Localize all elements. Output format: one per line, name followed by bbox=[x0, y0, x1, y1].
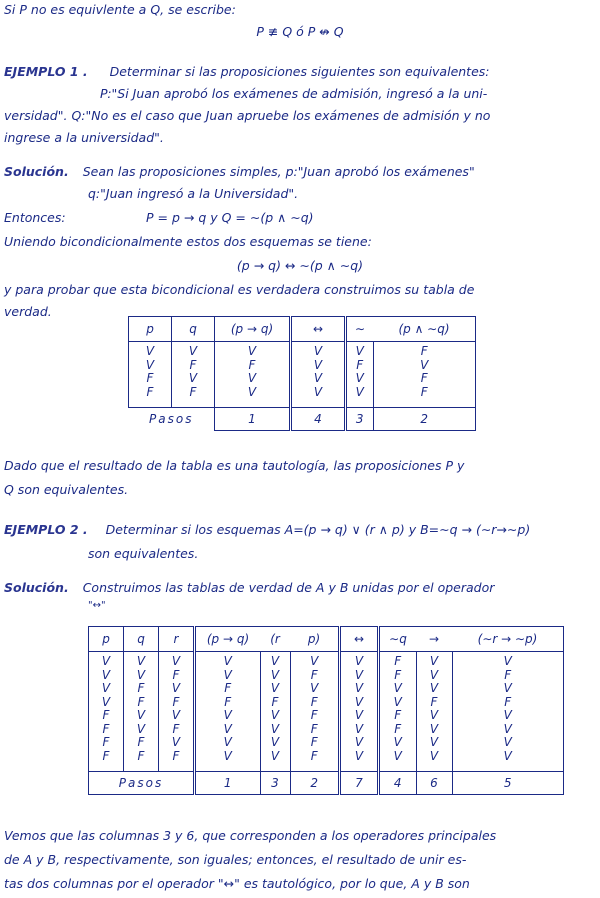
t1-header-conjunction: (p ∧ ∼q) bbox=[373, 317, 476, 342]
truth-value: V bbox=[354, 694, 364, 709]
truth-value: V bbox=[393, 735, 402, 749]
t2-pasos-label: Pasos bbox=[89, 772, 195, 795]
solution-2-text: Construimos las tablas de verdad de A y B unidas por el operador bbox=[82, 580, 495, 595]
truth-value: V bbox=[101, 654, 111, 668]
truth-value: V bbox=[270, 708, 280, 722]
t2-header-p-close: p) bbox=[290, 627, 340, 652]
t2-col-step-4 bbox=[379, 652, 417, 772]
truth-value: F bbox=[420, 344, 428, 358]
truth-value: F bbox=[504, 667, 512, 682]
solution-2-label: Solución. bbox=[4, 580, 69, 595]
truth-value: F bbox=[102, 748, 110, 763]
truth-value: V bbox=[354, 667, 364, 682]
t2-step-4: 4 bbox=[379, 772, 417, 795]
truth-value: F bbox=[172, 721, 180, 736]
t1-col-biconditional bbox=[291, 342, 346, 408]
vemos-line-2: de A y B, respectivamente, son iguales; entonces, el resultado de unir es- bbox=[4, 852, 467, 867]
truth-value: V bbox=[393, 681, 402, 695]
truth-value: V bbox=[429, 748, 439, 763]
truth-value: F bbox=[172, 694, 180, 709]
example-2-text: Determinar si los esquemas A=(p → q) ∨ (r ∧ p) y B=∼q → (∼r→∼p) bbox=[105, 522, 531, 537]
truth-value: V bbox=[136, 721, 146, 736]
t2-step-2: 2 bbox=[290, 772, 340, 795]
truth-value: V bbox=[188, 371, 198, 385]
truth-value: V bbox=[354, 681, 364, 695]
probar-line-2: verdad. bbox=[4, 304, 52, 319]
t2-col-step-6 bbox=[416, 652, 452, 772]
t2-step-6: 6 bbox=[416, 772, 452, 795]
truth-value: F bbox=[310, 667, 318, 682]
t2-step-3: 3 bbox=[260, 772, 290, 795]
truth-value: F bbox=[146, 384, 154, 399]
truth-value: F bbox=[137, 735, 145, 749]
truth-value: F bbox=[224, 681, 232, 695]
t2-col-step-7 bbox=[340, 652, 379, 772]
truth-value: V bbox=[313, 344, 323, 358]
truth-value: F bbox=[420, 371, 428, 385]
truth-value: V bbox=[223, 654, 232, 668]
t2-step-1: 1 bbox=[195, 772, 261, 795]
truth-value: V bbox=[420, 357, 429, 372]
solution-2-operator: "↔" bbox=[88, 600, 106, 611]
t1-header-q: q bbox=[172, 317, 215, 342]
truth-value: F bbox=[310, 748, 318, 763]
truth-value: V bbox=[223, 721, 232, 736]
t2-header-implication: (p → q) bbox=[195, 627, 261, 652]
truth-value: F bbox=[224, 694, 232, 709]
t1-header-p: p bbox=[129, 317, 172, 342]
t2-header-arrow: → bbox=[416, 627, 452, 652]
truth-value: F bbox=[394, 708, 402, 722]
truth-value: V bbox=[310, 681, 319, 695]
truth-value: V bbox=[503, 708, 512, 722]
truth-value: F bbox=[172, 748, 180, 763]
truth-value: V bbox=[354, 748, 364, 763]
vemos-line-1: Vemos que las columnas 3 y 6, que corresponden a los operadores principales bbox=[4, 828, 497, 843]
truth-value: V bbox=[355, 384, 364, 399]
truth-value: V bbox=[503, 654, 512, 668]
t2-header-p: p bbox=[89, 627, 124, 652]
conclusion-1-line-2: Q son equivalentes. bbox=[4, 482, 129, 497]
uniendo-line: Uniendo bicondicionalmente estos dos esquemas se tiene: bbox=[4, 234, 372, 249]
t2-col-step-2 bbox=[290, 652, 340, 772]
t2-col-step-1 bbox=[195, 652, 261, 772]
vemos-line-3: tas dos columnas por el operador "↔" es tautológico, por lo que, A y B son bbox=[4, 876, 470, 891]
t1-step-3: 3 bbox=[346, 408, 374, 431]
t2-header-not-q: ∼q bbox=[379, 627, 417, 652]
example-1-label: EJEMPLO 1 . bbox=[4, 64, 88, 79]
t1-col-q bbox=[172, 342, 215, 408]
truth-value: V bbox=[136, 708, 146, 722]
truth-value: F bbox=[310, 735, 318, 749]
truth-value: V bbox=[171, 735, 181, 749]
truth-value: F bbox=[172, 667, 180, 682]
truth-value: F bbox=[137, 681, 145, 695]
truth-value: F bbox=[271, 694, 279, 709]
t1-step-2: 2 bbox=[373, 408, 476, 431]
truth-value: F bbox=[420, 384, 428, 399]
truth-value: V bbox=[354, 735, 364, 749]
truth-value: V bbox=[270, 667, 280, 682]
truth-value: V bbox=[270, 681, 280, 695]
t2-step-5: 5 bbox=[452, 772, 564, 795]
t2-col-step-3 bbox=[260, 652, 290, 772]
truth-value: V bbox=[101, 667, 111, 682]
truth-value: V bbox=[313, 384, 323, 399]
truth-value: F bbox=[146, 371, 154, 385]
truth-value: F bbox=[394, 721, 402, 736]
truth-value: V bbox=[393, 694, 402, 709]
t2-col-step-5 bbox=[452, 652, 564, 772]
truth-value: F bbox=[310, 694, 318, 709]
truth-value: V bbox=[223, 748, 232, 763]
biconditional-expression: (p → q) ↔ ∼(p ∧ ∼q) bbox=[236, 258, 364, 273]
truth-value: V bbox=[313, 357, 323, 372]
truth-value: V bbox=[223, 708, 232, 722]
t1-col-negation bbox=[346, 342, 374, 408]
t2-col-q bbox=[124, 652, 159, 772]
truth-value: V bbox=[503, 681, 512, 695]
intro-line: Si P no es equivlente a Q, se escribe: bbox=[4, 2, 236, 17]
truth-value: V bbox=[429, 708, 439, 722]
truth-value: F bbox=[137, 694, 145, 709]
truth-value: V bbox=[101, 681, 111, 695]
truth-value: V bbox=[171, 681, 181, 695]
truth-value: V bbox=[247, 344, 257, 358]
not-equivalent-notation: P ≢ Q ó P ↮ Q bbox=[256, 24, 344, 39]
solution-2-line-1 bbox=[4, 580, 494, 595]
truth-value: V bbox=[313, 371, 323, 385]
t1-step-1: 1 bbox=[215, 408, 291, 431]
solution-label: Solución. bbox=[4, 164, 69, 179]
solution-1-line-2: q:"Juan ingresó a la Universidad". bbox=[88, 186, 299, 201]
truth-value: V bbox=[354, 654, 364, 668]
t1-col-implication bbox=[215, 342, 291, 408]
t1-header-implication: (p → q) bbox=[215, 317, 291, 342]
truth-value: V bbox=[429, 654, 439, 668]
truth-value: F bbox=[356, 357, 364, 372]
truth-value: V bbox=[503, 748, 512, 763]
truth-value: F bbox=[430, 694, 438, 709]
example-2-label: EJEMPLO 2 . bbox=[4, 522, 88, 537]
t1-step-4: 4 bbox=[291, 408, 346, 431]
example-1-line-1 bbox=[4, 64, 490, 79]
example-1-text: Determinar si las proposiciones siguientes son equivalentes: bbox=[109, 64, 490, 79]
t2-col-r bbox=[159, 652, 195, 772]
t2-header-r: r bbox=[159, 627, 195, 652]
truth-value: V bbox=[503, 721, 512, 736]
truth-value: V bbox=[270, 654, 280, 668]
truth-value: V bbox=[355, 344, 364, 358]
example-1-line-4: ingrese a la universidad". bbox=[4, 130, 164, 145]
truth-value: V bbox=[223, 667, 232, 682]
truth-value: F bbox=[189, 384, 197, 399]
truth-value: V bbox=[270, 748, 280, 763]
truth-value: F bbox=[102, 708, 110, 722]
truth-value: V bbox=[429, 721, 439, 736]
t2-step-7: 7 bbox=[340, 772, 379, 795]
example-2-line-2: son equivalentes. bbox=[88, 546, 199, 561]
t2-header-r-open: (r bbox=[260, 627, 290, 652]
solution-1-line-1 bbox=[4, 164, 475, 179]
truth-value: F bbox=[310, 721, 318, 736]
t2-header-q: q bbox=[124, 627, 159, 652]
truth-value: F bbox=[504, 694, 512, 709]
t1-header-negation: ∼ bbox=[346, 317, 374, 342]
entonces-label: Entonces: bbox=[4, 210, 66, 225]
truth-value: F bbox=[394, 654, 402, 668]
truth-value: F bbox=[137, 748, 145, 763]
example-2-line-1 bbox=[4, 522, 530, 537]
t2-header-biconditional: ↔ bbox=[340, 627, 379, 652]
example-1-line-2: P:"Si Juan aprobó los exámenes de admisión, ingresó a la uni- bbox=[100, 86, 488, 101]
truth-value: V bbox=[270, 721, 280, 736]
truth-value: F bbox=[310, 708, 318, 722]
truth-value: F bbox=[102, 735, 110, 749]
t1-pasos-label: Pasos bbox=[129, 408, 215, 431]
truth-value: V bbox=[503, 735, 512, 749]
truth-value: V bbox=[101, 694, 111, 709]
truth-table-2 bbox=[88, 626, 564, 795]
example-1-line-3: versidad". Q:"No es el caso que Juan apruebe los exámenes de admisión y no bbox=[4, 108, 491, 123]
t2-col-p bbox=[89, 652, 124, 772]
truth-value: F bbox=[102, 721, 110, 736]
t2-header-inner-implication: (∼r → ∼p) bbox=[452, 627, 564, 652]
truth-value: V bbox=[171, 654, 181, 668]
truth-value: V bbox=[270, 735, 280, 749]
truth-value: V bbox=[145, 344, 155, 358]
truth-value: F bbox=[394, 667, 402, 682]
truth-value: V bbox=[393, 748, 402, 763]
truth-value: V bbox=[429, 681, 439, 695]
t1-header-biconditional: ↔ bbox=[291, 317, 346, 342]
truth-value: V bbox=[145, 357, 155, 372]
truth-value: V bbox=[429, 667, 439, 682]
truth-table-1 bbox=[128, 316, 476, 431]
truth-value: V bbox=[247, 371, 257, 385]
truth-value: V bbox=[310, 654, 319, 668]
truth-value: V bbox=[354, 721, 364, 736]
probar-line-1: y para probar que esta bicondicional es verdadera construimos su tabla de bbox=[4, 282, 475, 297]
solution-1-text: Sean las proposiciones simples, p:"Juan aprobó los exámenes" bbox=[82, 164, 475, 179]
truth-value: V bbox=[354, 708, 364, 722]
t1-col-conjunction bbox=[373, 342, 476, 408]
entonces-expression: P = p → q y Q = ∼(p ∧ ∼q) bbox=[146, 210, 314, 225]
truth-value: V bbox=[136, 667, 146, 682]
truth-value: V bbox=[171, 708, 181, 722]
truth-value: V bbox=[429, 735, 439, 749]
truth-value: V bbox=[188, 344, 198, 358]
truth-value: V bbox=[247, 384, 257, 399]
truth-value: V bbox=[223, 735, 232, 749]
truth-value: V bbox=[355, 371, 364, 385]
truth-value: F bbox=[189, 357, 197, 372]
truth-value: V bbox=[136, 654, 146, 668]
conclusion-1-line-1: Dado que el resultado de la tabla es una tautología, las proposiciones P y bbox=[4, 458, 465, 473]
truth-value: F bbox=[248, 357, 256, 372]
t1-col-p bbox=[129, 342, 172, 408]
